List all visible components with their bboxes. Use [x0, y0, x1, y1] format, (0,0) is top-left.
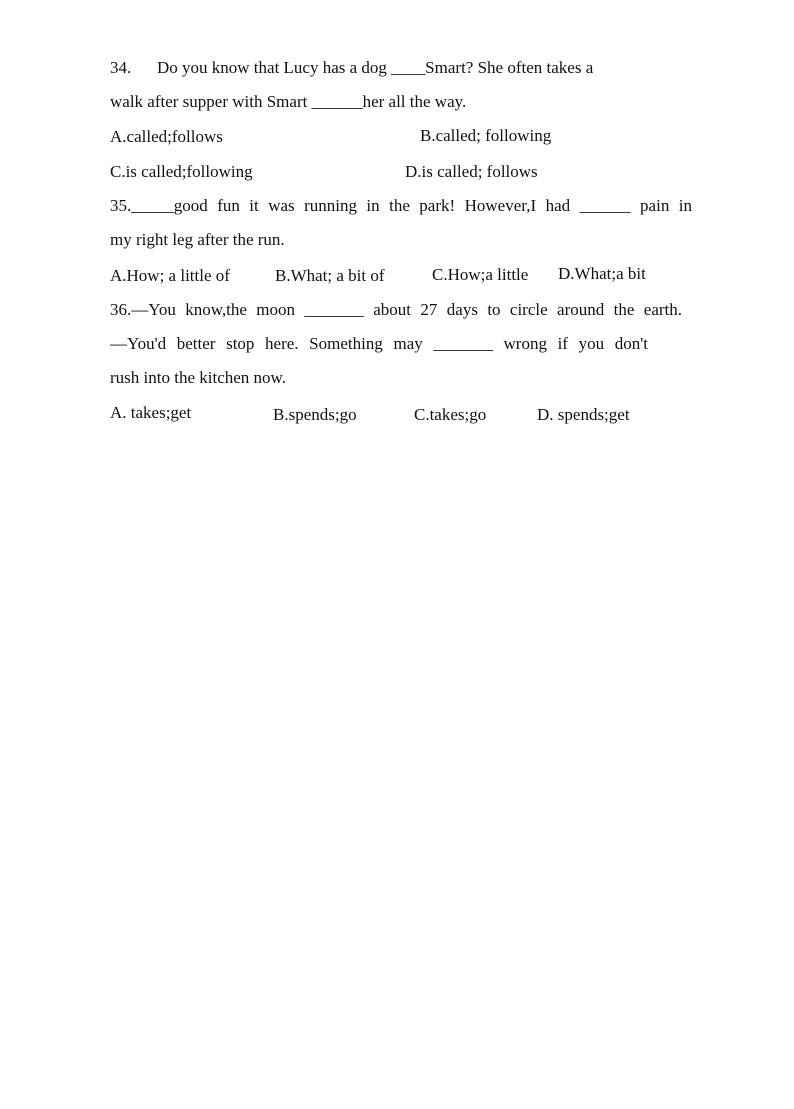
question-stem-line: walk after supper with Smart ______her all the way. [110, 92, 467, 111]
question-stem-line: —You'd better stop here. Something may _______ wrong if you don't [110, 334, 648, 353]
option-b: B.What; a bit of [275, 266, 385, 285]
question-stem-line: rush into the kitchen now. [110, 368, 286, 387]
option-a: A. takes;get [110, 403, 192, 422]
question-stem-line: 36.—You know,the moon _______ about 27 days to circle around the earth. [110, 300, 682, 319]
option-a: A.How; a little of [110, 266, 230, 285]
option-b: B.spends;go [273, 405, 357, 424]
option-c: C.How;a little [432, 265, 529, 284]
option-a: A.called;follows [110, 127, 223, 146]
option-d: D.is called; follows [405, 162, 538, 181]
question-stem-line: Do you know that Lucy has a dog ____Smart? She often takes a [157, 58, 594, 77]
question-number: 34. [110, 58, 132, 77]
option-d: D. spends;get [537, 405, 630, 424]
option-b: B.called; following [420, 126, 552, 145]
option-c: C.takes;go [414, 405, 487, 424]
question-stem-line: 35._____good fun it was running in the park! However,I had ______ pain in [110, 196, 692, 215]
question-stem-line: my right leg after the run. [110, 230, 285, 249]
option-c: C.is called;following [110, 162, 253, 181]
option-d: D.What;a bit [558, 264, 646, 283]
